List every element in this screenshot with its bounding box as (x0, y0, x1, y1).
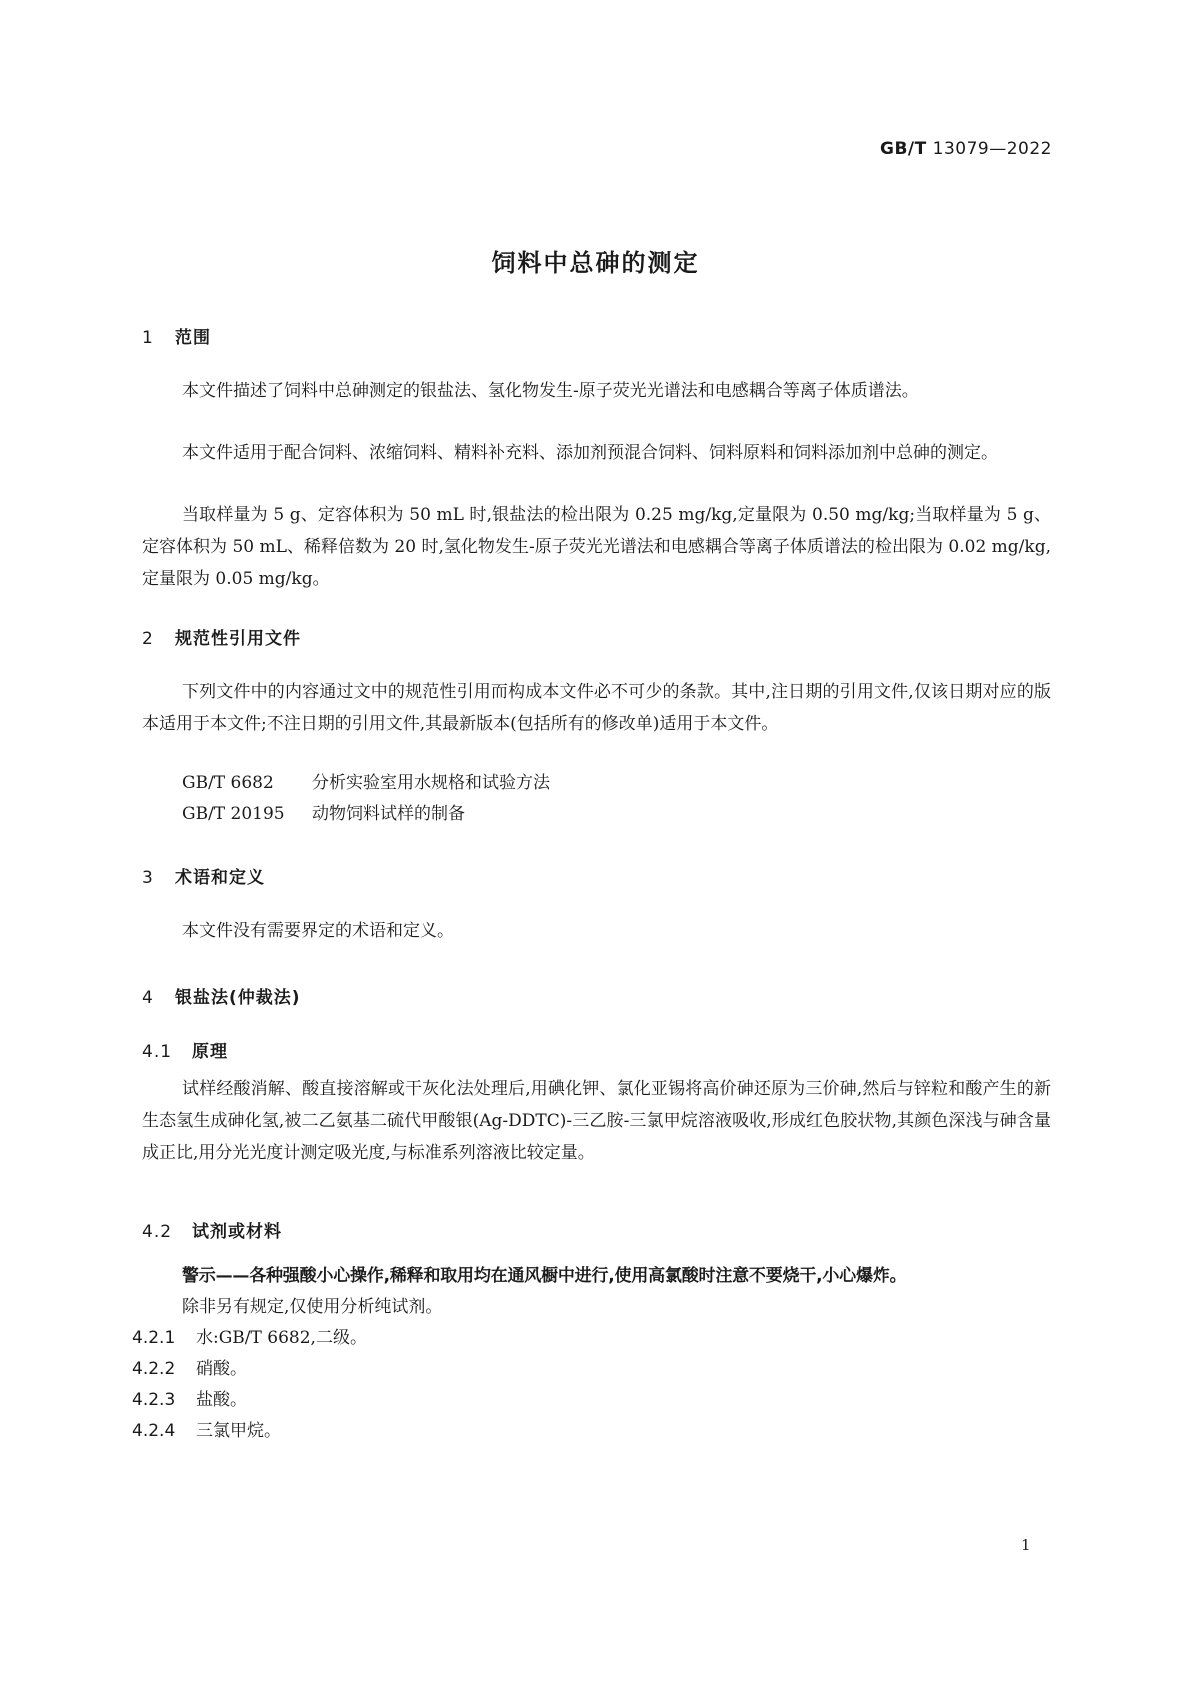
reagent-item (132, 1354, 247, 1379)
reagent-item (132, 1385, 247, 1410)
paragraph-terms: 本文件没有需要界定的术语和定义。 (182, 921, 454, 941)
reagent-text: 水:GB/T 6682,二级。 (196, 1328, 367, 1348)
section-title: 原理 (192, 1042, 228, 1062)
standard-code-header (880, 139, 1052, 159)
reagent-text: 三氯甲烷。 (196, 1421, 281, 1441)
section-number: 1 (142, 328, 154, 348)
subsection-heading-principle (142, 1037, 228, 1062)
reagent-number: 4.2.1 (132, 1328, 176, 1348)
reference-code: GB/T 20195 (182, 804, 285, 824)
reagent-number: 4.2.2 (132, 1359, 176, 1379)
paragraph-scope-2: 本文件适用于配合饲料、浓缩饲料、精料补充料、添加剂预混合饲料、饲料原料和饲料添加剂中总砷的测定。 (182, 443, 998, 463)
section-title: 术语和定义 (175, 868, 265, 888)
reagent-text: 盐酸。 (196, 1390, 247, 1410)
section-heading-silver-salt-method (142, 983, 301, 1008)
warning-paragraph: 警示——各种强酸小心操作,稀释和取用均在通风橱中进行,使用高氯酸时注意不要烧干,小心爆炸。 (182, 1266, 907, 1286)
reagent-item (132, 1323, 367, 1348)
paragraph-scope-1: 本文件描述了饲料中总砷测定的银盐法、氢化物发生-原子荧光光谱法和电感耦合等离子体质谱法。 (182, 381, 919, 401)
page-number: 1 (1021, 1536, 1031, 1554)
paragraph-principle: 试样经酸消解、酸直接溶解或干灰化法处理后,用碘化钾、氯化亚锡将高价砷还原为三价砷,然后与锌粒和酸产生的新生态氢生成砷化氢,被二乙氨基二硫代甲酸银(Ag-DDTC)-三乙胺-三氯甲烷溶液吸收,形成红色胶状物,其颜色深浅与砷含量成正比,用分光光度计测定吸光度,与标准系列溶液比较定量。 (142, 1079, 1051, 1163)
reference-title: 分析实验室用水规格和试验方法 (312, 773, 550, 793)
reference-item (182, 768, 550, 793)
paragraph-references: 下列文件中的内容通过文中的规范性引用而构成本文件必不可少的条款。其中,注日期的引用文件,仅该日期对应的版本适用于本文件;不注日期的引用文件,其最新版本(包括所有的修改单)适用于本文件。 (142, 682, 1051, 734)
standard-prefix: GB/T (880, 139, 927, 159)
reagent-text: 硝酸。 (196, 1359, 247, 1379)
paragraph-scope-3: 当取样量为 5 g、定容体积为 50 mL 时,银盐法的检出限为 0.25 mg/kg,定量限为 0.50 mg/kg;当取样量为 5 g、定容体积为 50 mL、稀释倍数为 20 时,氢化物发生-原子荧光光谱法和电感耦合等离子体质谱法的检出限为 0.02 mg/kg,定量限为 0.05 mg/kg。 (142, 505, 1051, 589)
section-number: 4.1 (142, 1042, 173, 1062)
reagent-number: 4.2.4 (132, 1421, 176, 1441)
subsection-heading-reagents (142, 1217, 282, 1242)
reagent-item (132, 1416, 281, 1441)
section-number: 3 (142, 868, 154, 888)
reagent-number: 4.2.3 (132, 1390, 176, 1410)
section-title: 银盐法(仲裁法) (175, 988, 301, 1008)
section-number: 4.2 (142, 1222, 173, 1242)
reference-code: GB/T 6682 (182, 773, 274, 793)
section-title: 规范性引用文件 (175, 629, 301, 649)
reference-item (182, 799, 465, 824)
section-title: 试剂或材料 (192, 1222, 282, 1242)
section-number: 2 (142, 629, 154, 649)
paragraph-reagent-grade: 除非另有规定,仅使用分析纯试剂。 (182, 1297, 443, 1317)
section-heading-normative-references (142, 624, 301, 649)
reference-title: 动物饲料试样的制备 (312, 804, 465, 824)
section-heading-terms (142, 863, 265, 888)
section-title: 范围 (175, 328, 211, 348)
standard-number: 13079—2022 (932, 139, 1052, 159)
section-number: 4 (142, 988, 154, 1008)
section-heading-scope (142, 323, 211, 348)
document-title: 饲料中总砷的测定 (491, 249, 700, 277)
